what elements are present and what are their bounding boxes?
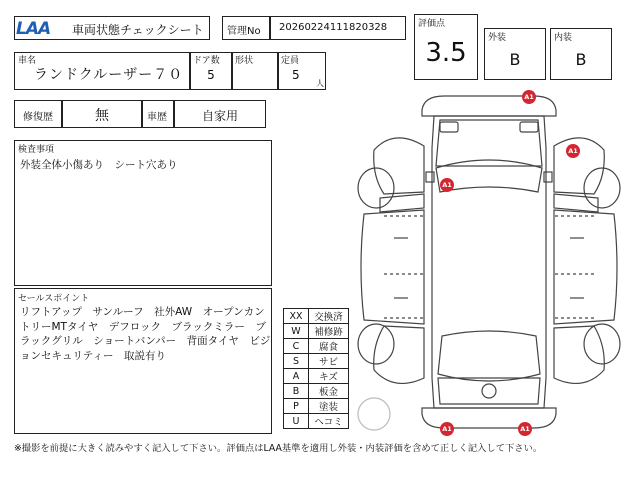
legend-row [284,369,349,384]
legend-code: XX [284,309,309,324]
legend-row [284,339,349,354]
legend-code: S [284,354,309,369]
damage-legend [283,308,349,429]
legend-row [284,414,349,429]
legend-row [284,354,349,369]
sales-points-label: セールスポイント [18,294,90,304]
legend-code: W [284,324,309,339]
legend-meaning: 腐食 [309,339,349,354]
repair-history-value: 無 [62,100,142,128]
legend-meaning: サビ [309,354,349,369]
damage-mark-front-bumper: A1 [522,90,536,104]
interior-grade-label: 内装 [554,33,573,43]
capacity-unit: 人 [316,79,324,88]
laa-logo [14,18,64,38]
legend-row [284,309,349,324]
doors-label: ドア数 [193,56,220,66]
damage-mark-rear-bumper-left: A1 [440,422,454,436]
legend-code: B [284,384,309,399]
sales-points-text: リフトアップ サンルーフ 社外AW オープンカントリーMTタイヤ デフロック ブラックミラー ブラックグリル ショートバンパー 背面タイヤ ビジョンセキュリティー 取説有り [20,306,271,362]
capacity-value: 5 [292,68,300,82]
shape-label: 形状 [235,56,254,66]
legend-row [284,399,349,414]
exterior-grade-label: 外装 [488,33,507,43]
interior-grade-value: B [575,50,587,69]
vehicle-category-label: 車歴 [142,100,174,128]
car-name-label: 車名 [18,56,37,66]
doors-value: 5 [207,68,215,82]
svg-text:LAA: LAA [16,19,51,38]
legend-meaning: 交換済 [309,309,349,324]
legend-code: U [284,414,309,429]
repair-history-label: 修復歴 [14,100,62,128]
vehicle-category-value: 自家用 [174,100,266,128]
legend-meaning: 補修跡 [309,324,349,339]
legend-code: A [284,369,309,384]
vehicle-damage-diagram [354,88,624,436]
car-name-value: ランドクルーザー７０ [34,67,184,83]
damage-mark-rear-bumper-right: A1 [518,422,532,436]
legend-meaning: 板金 [309,384,349,399]
legend-row [284,384,349,399]
mgmt-number-value: 20260224111820328 [270,16,406,40]
inspection-label: 検査事項 [18,145,55,155]
mgmt-number-label: 管理No [222,16,270,40]
sheet-title: 車両状態チェックシート [72,23,204,37]
legend-meaning: 塗装 [309,399,349,414]
inspection-text: 外装全体小傷あり シート穴あり [20,159,178,171]
legend-meaning: ヘコミ [309,414,349,429]
legend-code: P [284,399,309,414]
car-outline-drawing [354,88,624,436]
overall-grade-value: 3.5 [425,38,467,68]
damage-mark-right-fender: A1 [566,144,580,158]
legend-meaning: キズ [309,369,349,384]
footer-note: ※撮影を前提に大きく読みやすく記入して下さい。評価点はLAA基準を適用し外装・内装評価を含めて正しく記入して下さい。 [14,443,543,454]
legend-row [284,324,349,339]
overall-grade-label: 評価点 [418,19,446,29]
capacity-label: 定員 [281,56,300,66]
exterior-grade-value: B [509,50,521,69]
damage-mark-windshield: A1 [440,178,454,192]
legend-code: C [284,339,309,354]
